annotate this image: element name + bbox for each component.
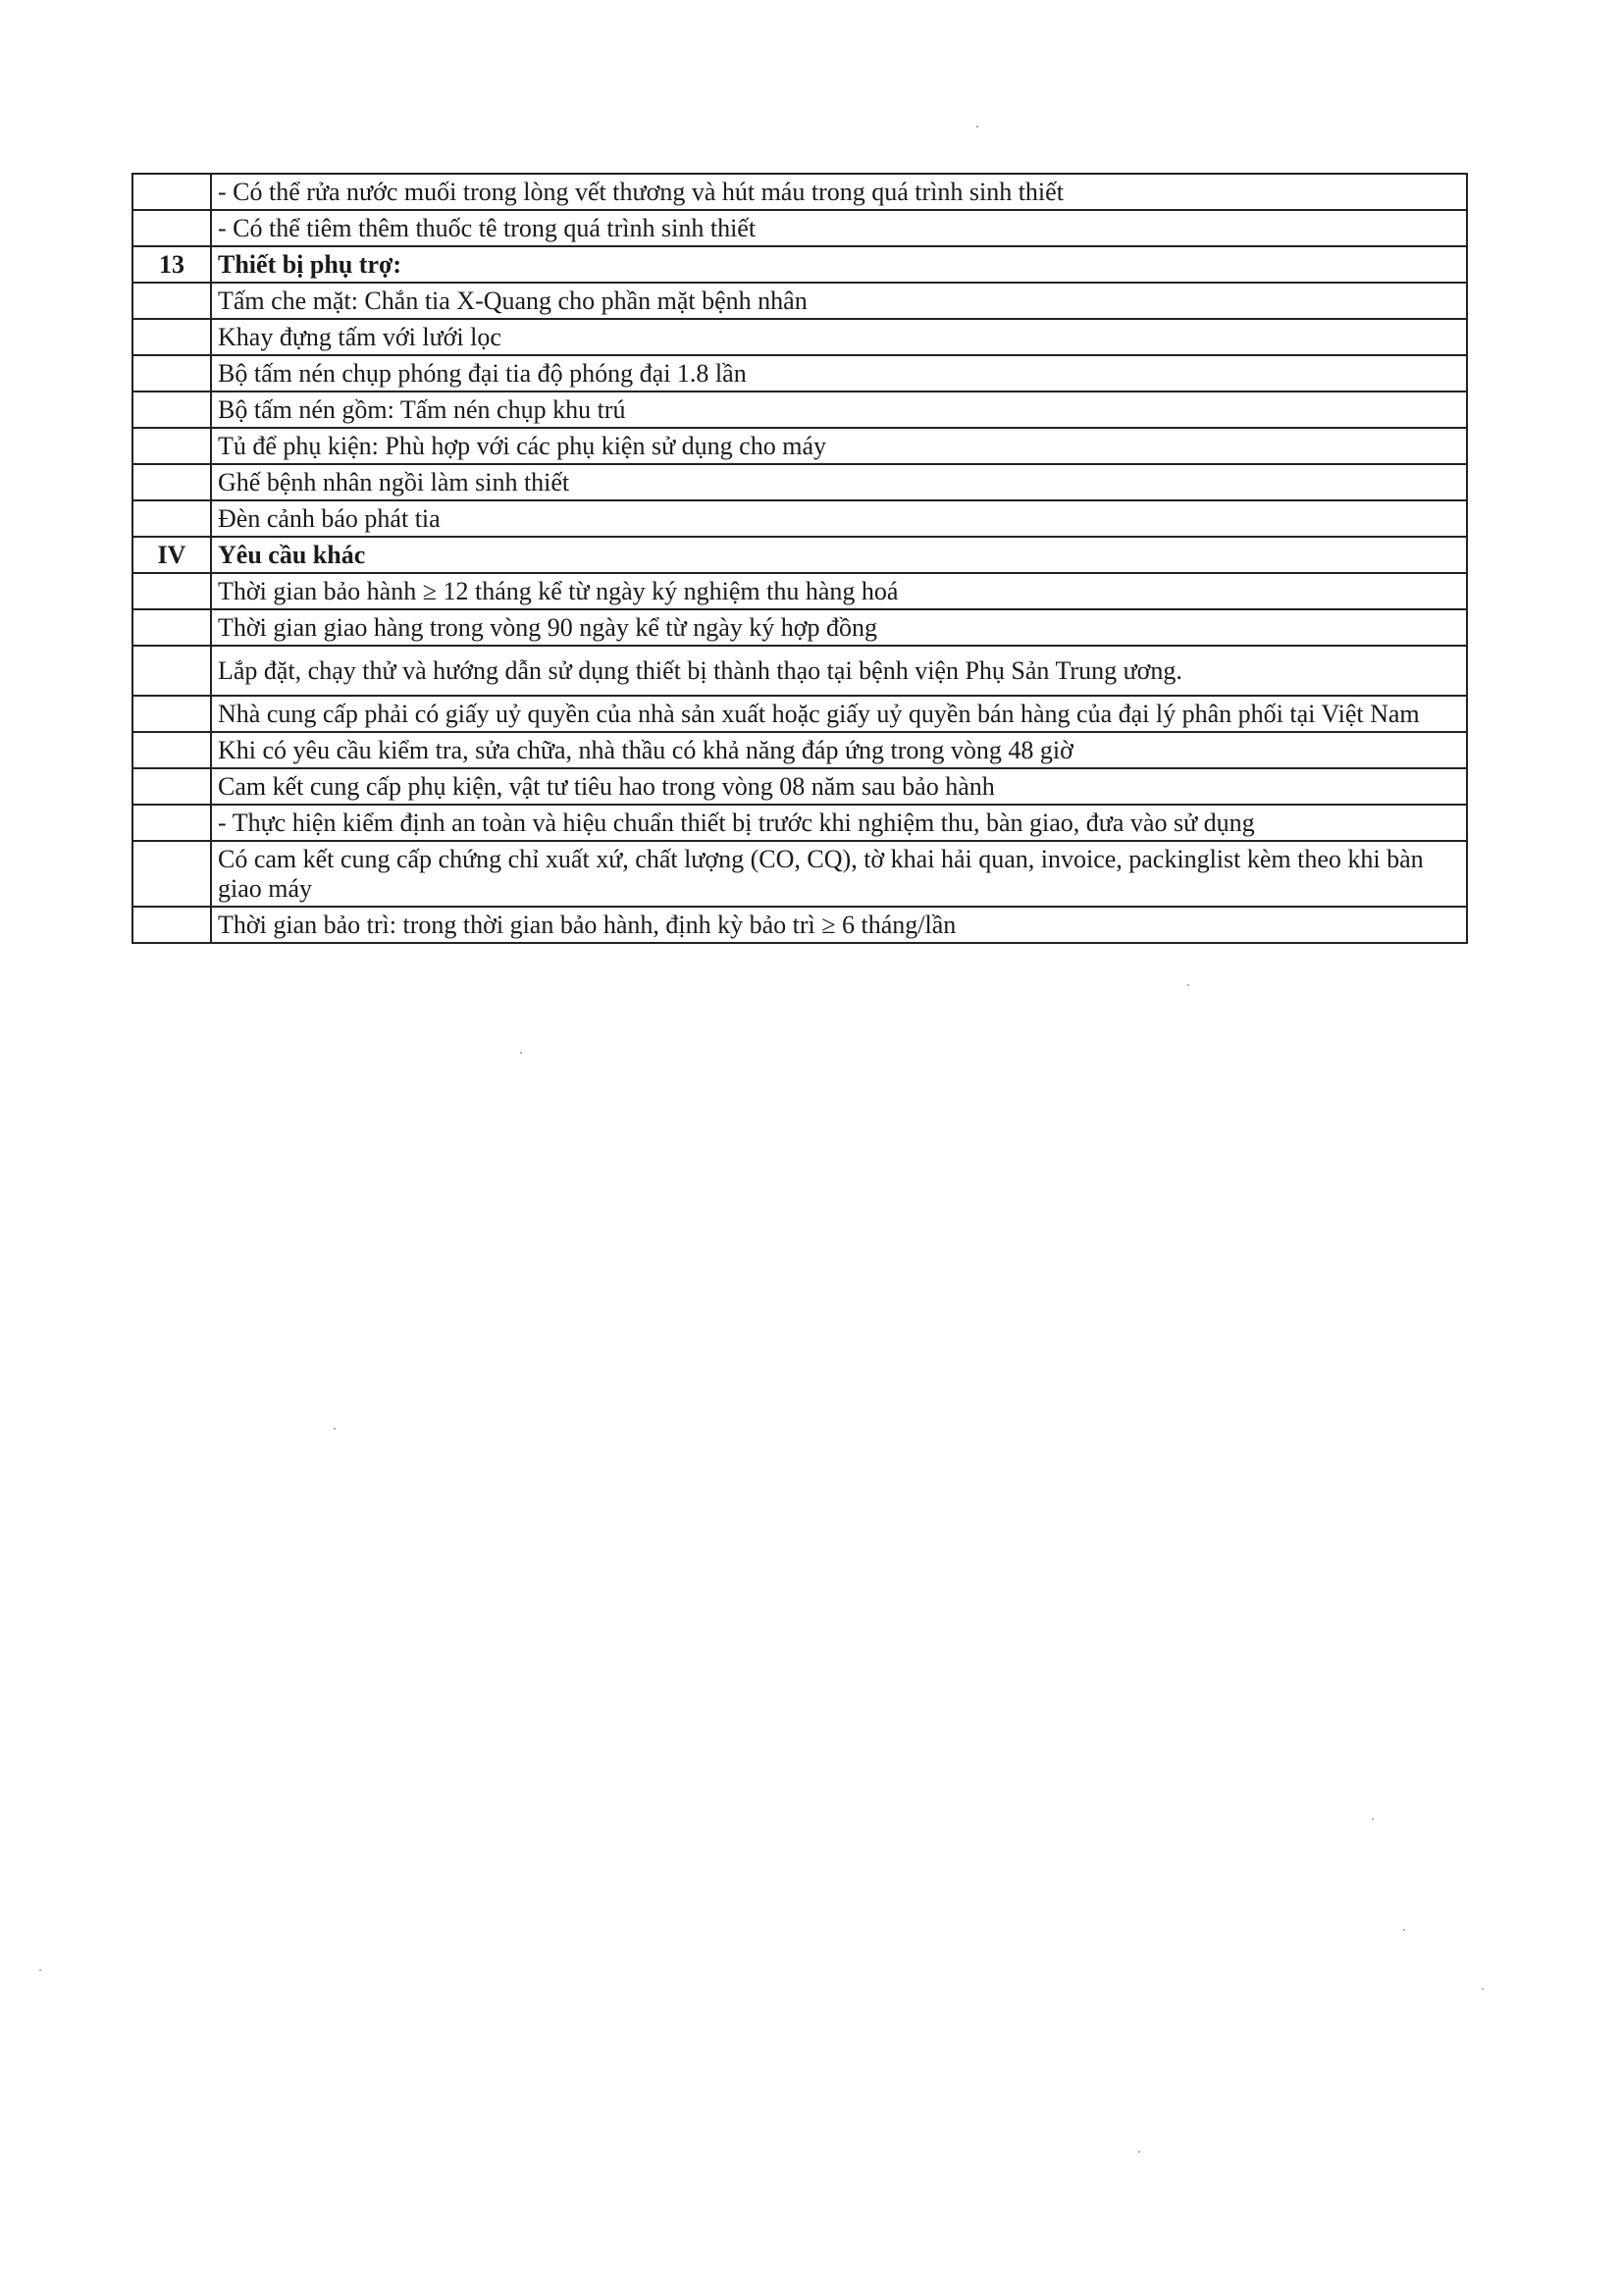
requirement-text-cell: Thời gian giao hàng trong vòng 90 ngày kể từ ngày ký hợp đồng	[211, 609, 1467, 646]
scan-speck	[520, 1052, 522, 1054]
requirement-text-cell: Khi có yêu cầu kiểm tra, sửa chữa, nhà thầu có khả năng đáp ứng trong vòng 48 giờ	[211, 732, 1467, 768]
row-number-cell	[132, 500, 211, 537]
requirements-table	[131, 173, 1468, 944]
requirement-text-cell: Bộ tấm nén gồm: Tấm nén chụp khu trú	[211, 391, 1467, 428]
requirement-text-cell: Cam kết cung cấp phụ kiện, vật tư tiêu hao trong vòng 08 năm sau bảo hành	[211, 768, 1467, 805]
requirement-text-cell: - Có thể tiêm thêm thuốc tê trong quá trình sinh thiết	[211, 210, 1467, 246]
requirement-text-cell: - Có thể rửa nước muối trong lòng vết thương và hút máu trong quá trình sinh thiết	[211, 174, 1467, 210]
requirement-row	[132, 696, 1467, 732]
requirement-row	[132, 646, 1467, 696]
section-heading-row	[132, 537, 1467, 573]
requirement-row	[132, 609, 1467, 646]
scan-speck	[1372, 1818, 1374, 1820]
section-heading-cell: Yêu cầu khác	[211, 537, 1467, 573]
scan-speck	[1482, 1988, 1484, 1990]
requirement-row	[132, 210, 1467, 246]
section-heading-row	[132, 246, 1467, 283]
row-number-cell	[132, 428, 211, 464]
requirement-text-cell: Có cam kết cung cấp chứng chỉ xuất xứ, chất lượng (CO, CQ), tờ khai hải quan, invoice, packinglist kèm theo khi bàn giao máy	[211, 841, 1467, 907]
requirements-table-body	[132, 174, 1467, 943]
requirement-row	[132, 732, 1467, 768]
requirement-row	[132, 573, 1467, 609]
row-number-cell	[132, 210, 211, 246]
row-number-cell	[132, 355, 211, 391]
requirement-row	[132, 355, 1467, 391]
row-number-cell	[132, 768, 211, 805]
row-number-cell	[132, 391, 211, 428]
row-number-cell: IV	[132, 537, 211, 573]
requirement-row	[132, 841, 1467, 907]
row-number-cell	[132, 283, 211, 319]
requirement-text-cell: Thời gian bảo trì: trong thời gian bảo hành, định kỳ bảo trì ≥ 6 tháng/lần	[211, 907, 1467, 943]
requirement-text-cell: Bộ tấm nén chụp phóng đại tia độ phóng đại 1.8 lần	[211, 355, 1467, 391]
requirement-text-cell: Ghế bệnh nhân ngồi làm sinh thiết	[211, 464, 1467, 500]
row-number-cell	[132, 464, 211, 500]
scan-speck	[1187, 984, 1189, 986]
scan-speck	[976, 126, 978, 128]
requirement-row	[132, 907, 1467, 943]
requirement-row	[132, 319, 1467, 355]
requirement-row	[132, 464, 1467, 500]
row-number-cell	[132, 646, 211, 696]
requirement-text-cell: Nhà cung cấp phải có giấy uỷ quyền của nhà sản xuất hoặc giấy uỷ quyền bán hàng của đại lý phân phối tại Việt Nam	[211, 696, 1467, 732]
requirement-row	[132, 500, 1467, 537]
row-number-cell	[132, 907, 211, 943]
section-heading-cell: Thiết bị phụ trợ:	[211, 246, 1467, 283]
row-number-cell	[132, 696, 211, 732]
row-number-cell	[132, 732, 211, 768]
requirement-text-cell: - Thực hiện kiểm định an toàn và hiệu chuẩn thiết bị trước khi nghiệm thu, bàn giao, đưa vào sử dụng	[211, 805, 1467, 841]
requirement-text-cell: Khay đựng tấm với lưới lọc	[211, 319, 1467, 355]
scan-speck	[334, 1428, 336, 1430]
requirement-row	[132, 428, 1467, 464]
requirement-text-cell: Tủ để phụ kiện: Phù hợp với các phụ kiện sử dụng cho máy	[211, 428, 1467, 464]
requirement-text-cell: Đèn cảnh báo phát tia	[211, 500, 1467, 537]
row-number-cell	[132, 573, 211, 609]
requirement-row	[132, 283, 1467, 319]
requirement-text-cell: Thời gian bảo hành ≥ 12 tháng kể từ ngày ký nghiệm thu hàng hoá	[211, 573, 1467, 609]
scan-speck	[39, 1969, 41, 1971]
scan-speck	[1403, 1929, 1405, 1931]
requirement-row	[132, 391, 1467, 428]
requirement-text-cell: Lắp đặt, chạy thử và hướng dẫn sử dụng thiết bị thành thạo tại bệnh viện Phụ Sản Trung ương.	[211, 646, 1467, 696]
scan-speck	[1138, 2151, 1140, 2153]
requirement-row	[132, 805, 1467, 841]
requirement-row	[132, 174, 1467, 210]
row-number-cell: 13	[132, 246, 211, 283]
requirement-row	[132, 768, 1467, 805]
row-number-cell	[132, 319, 211, 355]
requirement-text-cell: Tấm che mặt: Chắn tia X-Quang cho phần mặt bệnh nhân	[211, 283, 1467, 319]
row-number-cell	[132, 609, 211, 646]
row-number-cell	[132, 805, 211, 841]
row-number-cell	[132, 841, 211, 907]
row-number-cell	[132, 174, 211, 210]
